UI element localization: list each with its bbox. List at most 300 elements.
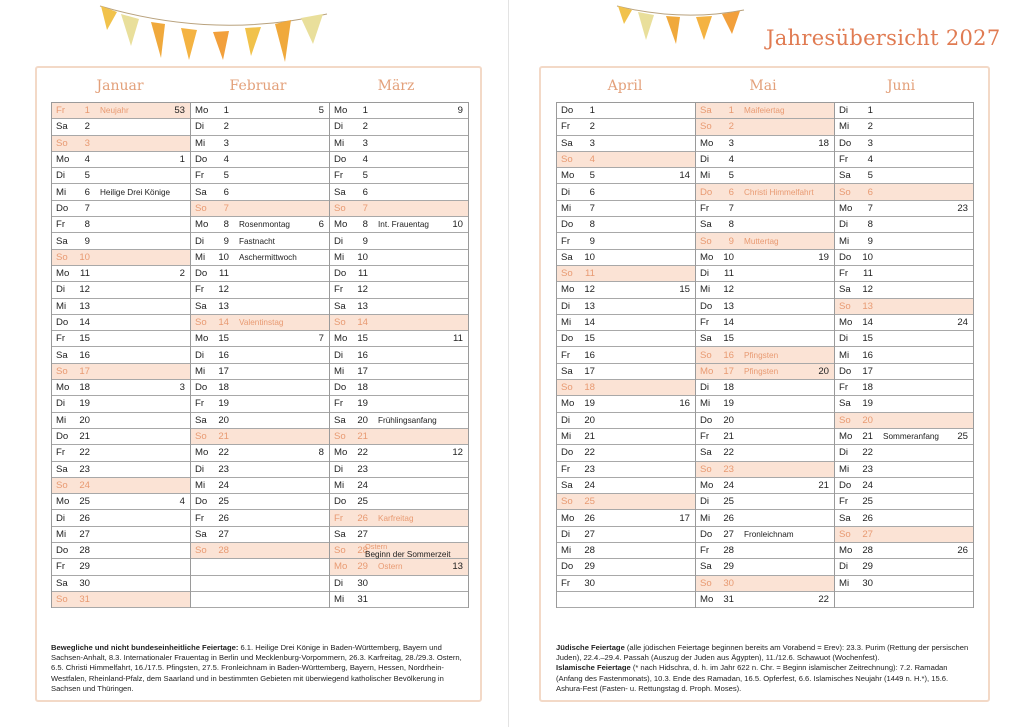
- day-number: 11: [585, 268, 595, 280]
- day-number: 2: [728, 121, 734, 133]
- holiday-note: Christi Himmelfahrt: [744, 187, 814, 197]
- day-number: 1: [84, 105, 90, 117]
- footnote-text: 6.1. Heilige Drei Könige in Baden-Württemberg, Bayern und Sachsen-Anhalt, 8.3. Internationaler Frauentag in Berlin und Mecklenburg-Vorpommern, 26.3. Karfreitag, 28./29.3. Ostern, 6.5. Christi Himmelfahrt, 16./17.5. Pfingsten, 27.5. Fronleichnam in Baden-Württemberg, Bayern, Hessen, Nordrhein-Westfalen, Rheinland-Pfalz, dem Saarland und in bestimmten Gebieten mit überwiegend katholischer Bevölkerung in Sachsen und Thüringen.: [51, 643, 462, 693]
- month-column: [191, 102, 330, 608]
- day-number: 3: [84, 137, 90, 149]
- day-row: [191, 168, 329, 184]
- weekday: Mo: [700, 365, 714, 377]
- day-row: [52, 396, 190, 412]
- day-number: 11: [80, 268, 90, 280]
- day-row: [52, 250, 190, 266]
- week-number: 11: [453, 333, 463, 345]
- weekday: Mo: [195, 105, 209, 117]
- weekday: So: [839, 186, 851, 198]
- holiday-note: Fastnacht: [239, 236, 275, 246]
- day-number: 18: [862, 382, 873, 394]
- weekday: Di: [700, 154, 710, 166]
- weekday: Do: [839, 251, 852, 263]
- weekday: Fr: [56, 447, 66, 459]
- day-row: [557, 445, 695, 461]
- weekday: Mo: [839, 431, 853, 443]
- day-number: 22: [79, 447, 90, 459]
- day-row: [52, 331, 190, 347]
- weekday: Fr: [839, 268, 849, 280]
- day-number: 20: [79, 414, 90, 426]
- day-row: [557, 201, 695, 217]
- footnote-bold: Bewegliche und nicht bundeseinheitliche Feiertage:: [51, 643, 239, 652]
- holiday-note: Sommeranfang: [883, 432, 939, 442]
- weekday: Mi: [700, 284, 711, 296]
- weekday: Sa: [195, 528, 207, 540]
- week-number: 12: [452, 447, 463, 459]
- weekday: Fr: [561, 121, 571, 133]
- weekday: Mi: [56, 528, 67, 540]
- day-number: 24: [218, 479, 229, 491]
- day-row: [52, 478, 190, 494]
- week-number: 6: [318, 219, 324, 231]
- weekday: So: [839, 300, 851, 312]
- day-row: [330, 217, 468, 233]
- holiday-note: Pfingsten: [744, 366, 779, 376]
- day-row: [835, 315, 973, 331]
- weekday: Fr: [839, 382, 849, 394]
- week-number: 1: [179, 154, 185, 166]
- week-number: 22: [818, 594, 829, 606]
- day-number: 14: [862, 317, 873, 328]
- day-row: [835, 413, 973, 429]
- empty-cell: [191, 559, 329, 575]
- day-number: 2: [867, 121, 873, 133]
- weekday: Sa: [195, 186, 207, 198]
- day-number: 28: [723, 545, 734, 557]
- day-number: 9: [223, 235, 229, 247]
- weekday: Di: [334, 349, 344, 361]
- weekday: So: [700, 349, 712, 361]
- weekday: Mo: [334, 561, 348, 573]
- day-number: 31: [723, 594, 734, 606]
- weekday: So: [561, 154, 573, 166]
- right-footnote: [556, 643, 970, 694]
- day-row: [557, 527, 695, 543]
- day-number: 7: [84, 202, 90, 214]
- day-row: [330, 510, 468, 526]
- day-row: [191, 462, 329, 478]
- day-number: 23: [862, 463, 873, 475]
- holiday-note: Valentinstag: [239, 318, 284, 327]
- day-number: 30: [79, 577, 90, 589]
- weekday: Fr: [561, 463, 571, 475]
- day-number: 10: [357, 251, 368, 263]
- day-number: 11: [724, 268, 734, 280]
- holiday-note: Maifeiertag: [744, 106, 785, 116]
- day-row: [52, 136, 190, 152]
- day-row: [696, 576, 834, 592]
- weekday: Sa: [839, 512, 851, 524]
- day-number: 25: [357, 496, 368, 508]
- weekday: Sa: [195, 414, 207, 426]
- weekday: Mi: [839, 349, 850, 361]
- weekday: So: [334, 317, 346, 328]
- day-number: 9: [84, 235, 90, 247]
- weekday: Sa: [561, 251, 573, 263]
- weekday: Di: [561, 414, 571, 426]
- day-row: [330, 478, 468, 494]
- day-row: [696, 233, 834, 249]
- weekday: So: [195, 431, 207, 443]
- weekday: Mi: [56, 300, 67, 312]
- weekday: Sa: [839, 398, 851, 410]
- day-row: [330, 184, 468, 200]
- day-number: 18: [79, 382, 90, 394]
- day-row: [557, 559, 695, 575]
- holiday-note: Karfreitag: [378, 513, 414, 523]
- weekday: So: [700, 121, 712, 133]
- day-row: [330, 152, 468, 168]
- weekday: Do: [334, 496, 347, 508]
- day-number: 20: [584, 414, 595, 426]
- weekday: Mo: [56, 154, 70, 166]
- weekday: Di: [56, 170, 66, 182]
- weekday: Mi: [195, 251, 206, 263]
- day-row: [696, 396, 834, 412]
- weekday: Sa: [56, 577, 68, 589]
- day-number: 17: [79, 365, 90, 377]
- day-number: 19: [218, 398, 229, 410]
- day-number: 30: [357, 577, 368, 589]
- week-number: 5: [318, 105, 324, 117]
- weekday: So: [334, 202, 346, 214]
- weekday: So: [700, 463, 712, 475]
- day-row: [330, 168, 468, 184]
- weekday: Sa: [334, 300, 346, 312]
- day-number: 8: [84, 219, 90, 231]
- day-number: 4: [84, 154, 90, 166]
- day-row: [330, 136, 468, 152]
- day-number: 5: [728, 170, 734, 182]
- day-row: [835, 168, 973, 184]
- weekday: Sa: [195, 300, 207, 312]
- left-footnote: [51, 643, 465, 694]
- day-number: 22: [723, 447, 734, 459]
- day-row: [191, 136, 329, 152]
- month-column: [51, 102, 191, 608]
- day-row: [52, 494, 190, 510]
- day-number: 4: [362, 154, 368, 166]
- day-number: 29: [79, 561, 90, 573]
- day-number: 1: [728, 105, 734, 117]
- day-number: 13: [79, 300, 90, 312]
- day-row: [696, 592, 834, 608]
- week-number: 16: [679, 398, 690, 410]
- weekday: Fr: [334, 284, 344, 296]
- day-row: [696, 315, 834, 331]
- holiday-note: Pfingsten: [744, 350, 779, 360]
- weekday: Mi: [561, 317, 572, 328]
- day-number: 25: [79, 496, 90, 508]
- day-row: [835, 396, 973, 412]
- weekday: So: [195, 202, 207, 214]
- day-row: [557, 380, 695, 396]
- weekday: Do: [700, 414, 713, 426]
- day-row: [696, 119, 834, 135]
- day-number: 25: [218, 496, 229, 508]
- week-number: 13: [452, 561, 463, 573]
- day-number: 26: [357, 512, 368, 524]
- weekday: Fr: [334, 398, 344, 410]
- weekday: Sa: [56, 463, 68, 475]
- day-number: 6: [728, 186, 734, 198]
- day-number: 5: [589, 170, 595, 182]
- day-number: 13: [357, 300, 368, 312]
- day-number: 14: [79, 317, 90, 328]
- week-number: 26: [957, 545, 968, 557]
- weekday: Di: [839, 333, 849, 345]
- empty-cell: [557, 592, 695, 608]
- day-number: 8: [728, 219, 734, 231]
- day-number: 29: [584, 561, 595, 573]
- weekday: Di: [56, 398, 66, 410]
- weekday: So: [700, 235, 712, 247]
- day-row: [696, 152, 834, 168]
- weekday: Mi: [839, 577, 850, 589]
- weekday: Do: [839, 137, 852, 149]
- month-heading: Januar: [96, 78, 144, 94]
- day-row: [696, 282, 834, 298]
- day-row: [191, 299, 329, 315]
- day-number: 6: [589, 186, 595, 198]
- weekday: Do: [195, 154, 208, 166]
- day-row: [696, 462, 834, 478]
- day-row: [191, 250, 329, 266]
- weekday: Mo: [195, 447, 209, 459]
- weekday: So: [839, 528, 851, 540]
- day-row: [330, 233, 468, 249]
- day-number: 23: [218, 463, 229, 475]
- day-row: [696, 559, 834, 575]
- day-number: 31: [79, 594, 90, 606]
- weekday: So: [56, 479, 68, 491]
- day-number: 24: [357, 479, 368, 491]
- weekday: Sa: [334, 528, 346, 540]
- day-number: 25: [584, 496, 595, 508]
- weekday: Do: [334, 154, 347, 166]
- weekday: Sa: [839, 284, 851, 296]
- day-row: [696, 347, 834, 363]
- weekday: Do: [195, 496, 208, 508]
- day-number: 21: [723, 431, 734, 443]
- day-row: [835, 543, 973, 559]
- day-number: 7: [362, 202, 368, 214]
- week-number: 20: [818, 365, 829, 377]
- day-row: [330, 347, 468, 363]
- day-number: 24: [862, 479, 873, 491]
- day-row: [330, 250, 468, 266]
- day-row: [330, 445, 468, 461]
- weekday: Do: [195, 268, 208, 280]
- week-number: 17: [679, 512, 690, 524]
- day-number: 26: [218, 512, 229, 524]
- weekday: So: [334, 545, 346, 557]
- weekday: Di: [561, 528, 571, 540]
- weekday: Sa: [700, 561, 712, 573]
- day-number: 23: [723, 463, 734, 475]
- day-number: 27: [357, 528, 368, 540]
- weekday: Fr: [56, 219, 66, 231]
- day-number: 26: [862, 512, 873, 524]
- day-number: 14: [357, 317, 368, 328]
- weekday: Mi: [839, 235, 850, 247]
- day-row: [835, 136, 973, 152]
- weekday: Do: [56, 202, 69, 214]
- weekday: Mi: [56, 186, 67, 198]
- left-calendar-grid: [51, 102, 469, 608]
- month-heading: März: [377, 78, 415, 94]
- weekday: Di: [195, 349, 205, 361]
- day-row: [330, 201, 468, 217]
- weekday: Sa: [700, 105, 712, 117]
- day-row: [52, 510, 190, 526]
- day-number: 19: [723, 398, 734, 410]
- day-row: [696, 527, 834, 543]
- bunting-left-icon: [95, 0, 335, 68]
- day-number: 14: [584, 317, 595, 328]
- day-number: 15: [79, 333, 90, 345]
- week-number: 18: [818, 137, 829, 149]
- weekday: Mi: [839, 121, 850, 133]
- day-row: [696, 168, 834, 184]
- day-row: [557, 102, 695, 119]
- day-row: [696, 217, 834, 233]
- day-number: 25: [723, 496, 734, 508]
- holiday-note: Heilige Drei Könige: [100, 187, 171, 197]
- day-row: [696, 266, 834, 282]
- day-row: [52, 413, 190, 429]
- weekday: Fr: [700, 317, 710, 328]
- day-number: 27: [723, 528, 734, 540]
- week-number: 14: [679, 170, 690, 182]
- day-row: [52, 592, 190, 608]
- day-number: 1: [589, 105, 595, 117]
- weekday: Mo: [700, 137, 714, 149]
- day-number: 30: [723, 577, 734, 589]
- weekday: Mo: [334, 333, 348, 345]
- day-number: 30: [584, 577, 595, 589]
- day-row: [52, 201, 190, 217]
- day-number: 19: [357, 398, 368, 410]
- day-number: 27: [79, 528, 90, 540]
- day-row: [191, 510, 329, 526]
- day-row: [191, 478, 329, 494]
- day-number: 18: [584, 382, 595, 394]
- weekday: Di: [561, 186, 571, 198]
- day-row: [52, 266, 190, 282]
- day-row: [191, 201, 329, 217]
- weekday: Fr: [839, 496, 849, 508]
- day-number: 2: [362, 121, 368, 133]
- holiday-note: Beginn der Sommerzeit: [365, 550, 451, 560]
- day-row: [835, 152, 973, 168]
- day-row: [330, 494, 468, 510]
- day-row: [191, 494, 329, 510]
- weekday: Mo: [195, 219, 209, 231]
- day-number: 18: [218, 382, 229, 394]
- day-number: 13: [584, 300, 595, 312]
- day-row: [696, 380, 834, 396]
- weekday: Mo: [334, 447, 348, 459]
- weekday: So: [839, 414, 851, 426]
- day-row: [191, 347, 329, 363]
- day-number: 12: [79, 284, 90, 296]
- day-number: 10: [862, 251, 873, 263]
- weekday: Mi: [561, 431, 572, 443]
- day-number: 16: [723, 349, 734, 361]
- weekday: Do: [700, 300, 713, 312]
- day-number: 29: [723, 561, 734, 573]
- weekday: Mo: [56, 496, 70, 508]
- day-number: 1: [362, 105, 368, 117]
- weekday: Mi: [700, 170, 711, 182]
- day-row: [191, 331, 329, 347]
- weekday: Sa: [334, 186, 346, 198]
- weekday: Fr: [700, 545, 710, 557]
- weekday: Di: [195, 121, 205, 133]
- day-row: [330, 396, 468, 412]
- day-number: 3: [867, 137, 873, 149]
- weekday: Mi: [334, 594, 345, 606]
- holiday-note: Aschermittwoch: [239, 252, 297, 262]
- day-number: 10: [584, 251, 595, 263]
- weekday: Sa: [561, 479, 573, 491]
- day-row: [191, 364, 329, 380]
- day-number: 27: [862, 528, 873, 540]
- week-number: 15: [679, 284, 690, 296]
- week-number: 23: [957, 202, 968, 214]
- day-number: 24: [723, 479, 734, 491]
- month-column: [556, 102, 696, 608]
- day-number: 27: [218, 528, 229, 540]
- weekday: Di: [839, 561, 849, 573]
- weekday: Do: [195, 382, 208, 394]
- day-number: 11: [358, 268, 368, 280]
- day-row: [52, 445, 190, 461]
- weekday: Fr: [561, 235, 571, 247]
- weekday: Do: [561, 447, 574, 459]
- day-row: [557, 364, 695, 380]
- day-number: 20: [218, 414, 229, 426]
- day-number: 4: [867, 154, 873, 166]
- weekday: Fr: [700, 431, 710, 443]
- day-number: 21: [79, 431, 90, 443]
- day-number: 8: [223, 219, 229, 231]
- day-number: 16: [584, 349, 595, 361]
- day-number: 8: [867, 219, 873, 231]
- month-column: [330, 102, 469, 608]
- weekday: Mi: [334, 137, 345, 149]
- day-row: [52, 102, 190, 119]
- weekday: Di: [334, 463, 344, 475]
- day-row: [696, 445, 834, 461]
- day-row: [557, 429, 695, 445]
- weekday: So: [56, 365, 68, 377]
- day-number: 12: [218, 284, 229, 296]
- weekday: Do: [56, 545, 69, 557]
- day-row: [52, 347, 190, 363]
- page-title: Jahresübersicht 2027: [766, 26, 1001, 50]
- weekday: Sa: [56, 235, 68, 247]
- day-number: 28: [862, 545, 873, 557]
- left-page: [0, 0, 509, 727]
- weekday: Mi: [56, 414, 67, 426]
